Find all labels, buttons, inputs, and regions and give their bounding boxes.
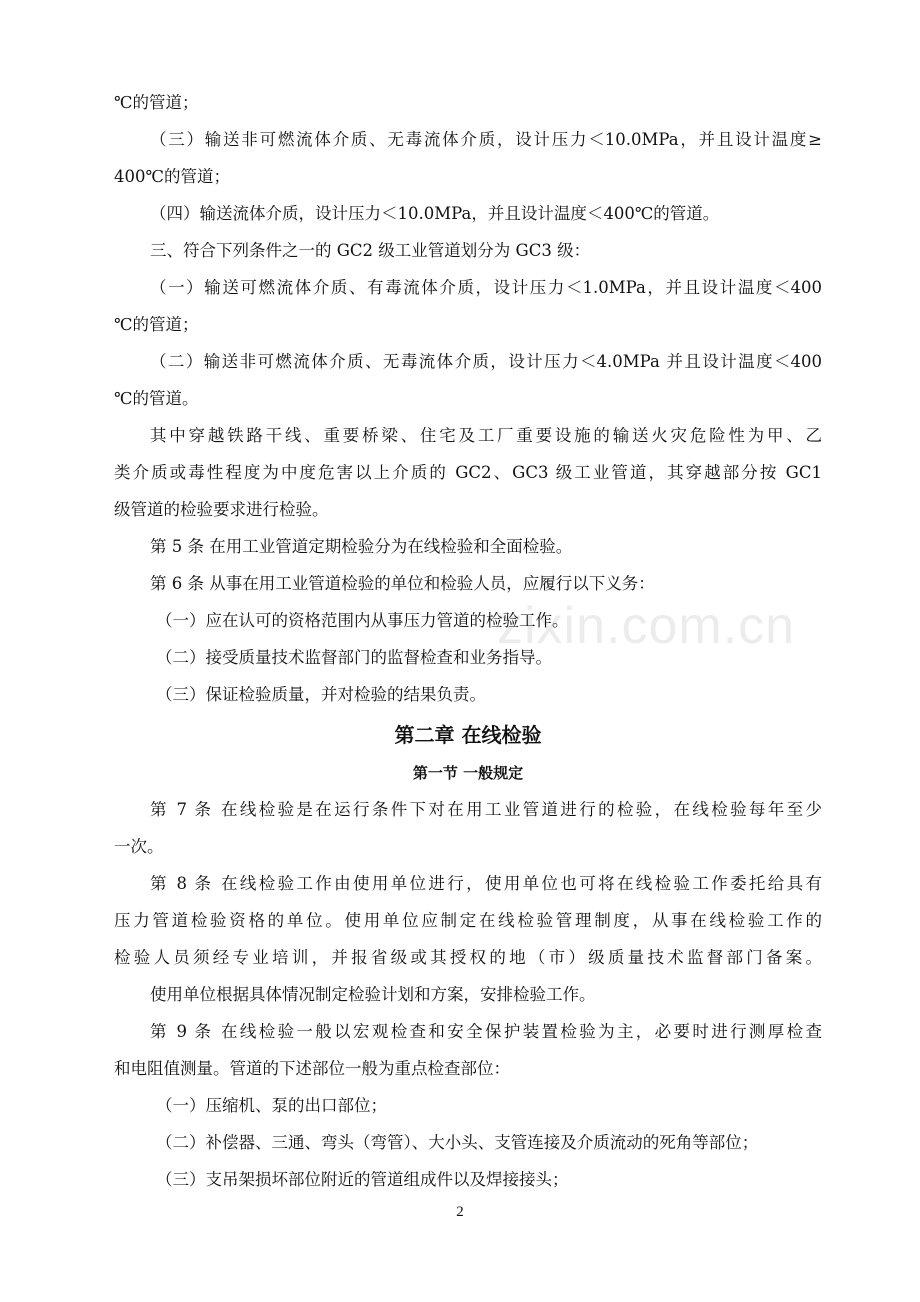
article-8: 第 8 条 在线检验工作由使用单位进行，使用单位也可将在线检验工作委托给具有 bbox=[150, 874, 822, 893]
chapter-title: 第二章 在线检验 bbox=[394, 723, 542, 747]
text-line: （四）输送流体介质，设计压力＜10.0MPa，并且设计温度＜400℃的管道。 bbox=[150, 204, 720, 223]
text-line: （二）输送非可燃流体介质、无毒流体介质，设计压力＜4.0MPa 并且设计温度＜400 bbox=[150, 352, 822, 371]
text-line: 级管道的检验要求进行检验。 bbox=[114, 500, 329, 519]
text-line: 400℃的管道； bbox=[114, 167, 230, 186]
text-line: 和电阻值测量。管道的下述部位一般为重点检查部位： bbox=[114, 1059, 510, 1078]
text-line: （一）输送可燃流体介质、有毒流体介质，设计压力＜1.0MPa，并且设计温度＜400 bbox=[150, 278, 822, 297]
article-7: 第 7 条 在线检验是在运行条件下对在用工业管道进行的检验，在线检验每年至少 bbox=[150, 800, 822, 819]
list-item: （二）补偿器、三通、弯头（弯管）、大小头、支管连接及介质流动的死角等部位； bbox=[156, 1133, 759, 1152]
article-9: 第 9 条 在线检验一般以宏观检查和安全保护装置检验为主，必要时进行测厚检查 bbox=[150, 1022, 822, 1041]
text-line: （三）输送非可燃流体介质、无毒流体介质，设计压力＜10.0MPa，并且设计温度≥ bbox=[150, 130, 822, 149]
text-line: 检验人员须经专业培训，并报省级或其授权的地（市）级质量技术监督部门备案。 bbox=[114, 948, 822, 967]
article-6: 第 6 条 从事在用工业管道检验的单位和检验人员，应履行以下义务： bbox=[150, 574, 655, 593]
text-line: 其中穿越铁路干线、重要桥梁、住宅及工厂重要设施的输送火灾危险性为甲、乙 bbox=[150, 426, 822, 445]
watermark: zixin.com.cn bbox=[497, 597, 796, 655]
text-line: 压力管道检验资格的单位。使用单位应制定在线检验管理制度，从事在线检验工作的 bbox=[114, 911, 822, 930]
list-item: （一）应在认可的资格范围内从事压力管道的检验工作。 bbox=[156, 611, 569, 630]
list-item: （一）压缩机、泵的出口部位； bbox=[156, 1096, 387, 1115]
list-item: （三）保证检验质量，并对检验的结果负责。 bbox=[156, 685, 486, 704]
text-line: 使用单位根据具体情况制定检验计划和方案，安排检验工作。 bbox=[150, 985, 596, 1004]
text-line: 三、符合下列条件之一的 GC2 级工业管道划分为 GC3 级： bbox=[150, 241, 591, 260]
list-item: （三）支吊架损坏部位附近的管道组成件以及焊接接头； bbox=[156, 1170, 569, 1189]
text-line: ℃的管道。 bbox=[114, 389, 199, 408]
article-5: 第 5 条 在用工业管道定期检验分为在线检验和全面检验。 bbox=[150, 537, 573, 556]
text-line: 一次。 bbox=[114, 837, 164, 856]
section-title: 第一节 一般规定 bbox=[412, 764, 524, 782]
text-line: ℃的管道； bbox=[114, 93, 199, 112]
text-line: 类介质或毒性程度为中度危害以上介质的 GC2、GC3 级工业管道，其穿越部分按 GC1 bbox=[114, 463, 822, 482]
text-line: ℃的管道； bbox=[114, 315, 199, 334]
list-item: （二）接受质量技术监督部门的监督检查和业务指导。 bbox=[156, 648, 552, 667]
page-number: 2 bbox=[456, 1204, 464, 1220]
